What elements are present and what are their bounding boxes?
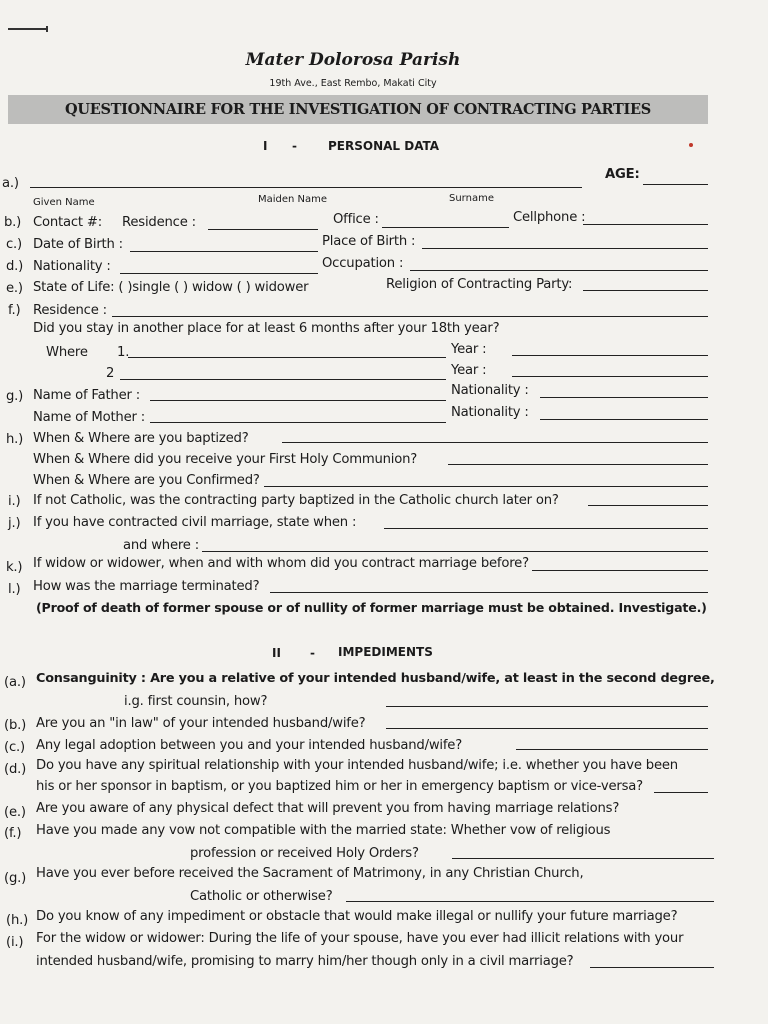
- residence-field[interactable]: [112, 316, 708, 317]
- imp-c-label: (c.): [4, 740, 25, 755]
- imp-f-label: (f.): [4, 826, 22, 841]
- confirmed-field[interactable]: [264, 486, 708, 487]
- item-j-label: j.): [8, 516, 21, 531]
- where-2-field[interactable]: [120, 379, 446, 380]
- father-nationality-field[interactable]: [540, 397, 708, 398]
- item-e-label: e.): [6, 281, 23, 296]
- confirmed-question: When & Where are you Confirmed?: [33, 473, 260, 488]
- section-1-dash: -: [292, 139, 297, 153]
- vow-subquestion: profession or received Holy Orders?: [190, 846, 419, 861]
- adoption-question: Any legal adoption between you and your intended husband/wife?: [36, 738, 463, 753]
- corner-mark: [8, 28, 48, 30]
- dob-field[interactable]: [130, 251, 318, 252]
- mother-nationality-label: Nationality :: [451, 405, 529, 420]
- consanguinity-subquestion: i.g. first counsin, how?: [124, 694, 268, 709]
- illicit-field[interactable]: [590, 967, 714, 968]
- communion-field[interactable]: [448, 464, 708, 465]
- cellphone-field[interactable]: [583, 224, 708, 225]
- religion-field[interactable]: [583, 290, 708, 291]
- residence-label: Residence :: [33, 303, 107, 318]
- spiritual-question: Do you have any spiritual relationship with your intended husband/wife; i.e. whether you have been: [36, 758, 678, 773]
- civil-marriage-question: If you have contracted civil marriage, state when :: [33, 515, 357, 530]
- state-of-life-options[interactable]: State of Life: ( )single ( ) widow ( ) widower: [33, 280, 309, 295]
- corner-mark-tick: [46, 26, 48, 32]
- item-b-label: b.): [4, 215, 22, 230]
- where-2-number: 2: [106, 366, 115, 381]
- red-mark: [689, 143, 693, 147]
- residence-phone-label: Residence :: [122, 215, 196, 230]
- item-a-label: a.): [2, 176, 19, 191]
- civil-marriage-when-field[interactable]: [384, 528, 708, 529]
- widow-field[interactable]: [532, 570, 708, 571]
- surname-caption: Surname: [449, 193, 494, 204]
- illicit-question: For the widow or widower: During the life of your spouse, have you ever had illicit relations with your: [36, 931, 684, 946]
- dob-label: Date of Birth :: [33, 237, 123, 252]
- father-nationality-label: Nationality :: [451, 383, 529, 398]
- spiritual-subquestion: his or her sponsor in baptism, or you baptized him or her in emergency baptism or vice-versa?: [36, 779, 643, 794]
- consanguinity-field[interactable]: [386, 706, 708, 707]
- imp-d-label: (d.): [4, 762, 27, 777]
- year-2-field[interactable]: [512, 376, 708, 377]
- pob-label: Place of Birth :: [322, 234, 416, 249]
- imp-a-label: (a.): [4, 675, 26, 690]
- mother-field[interactable]: [150, 422, 446, 423]
- spiritual-field[interactable]: [654, 792, 708, 793]
- section-1-number: I: [263, 139, 268, 153]
- office-field[interactable]: [382, 227, 509, 228]
- sacrament-subquestion: Catholic or otherwise?: [190, 889, 333, 904]
- not-catholic-question: If not Catholic, was the contracting party baptized in the Catholic church later on?: [33, 493, 559, 508]
- section-2-dash: -: [310, 646, 315, 660]
- religion-label: Religion of Contracting Party:: [386, 277, 573, 292]
- father-label: Name of Father :: [33, 388, 140, 403]
- mother-nationality-field[interactable]: [540, 419, 708, 420]
- item-h-label: h.): [6, 432, 24, 447]
- maiden-name-caption: Maiden Name: [258, 194, 328, 205]
- stay-question: Did you stay in another place for at least 6 months after your 18th year?: [33, 321, 500, 336]
- section-2-number: II: [272, 646, 281, 660]
- parish-name: Mater Dolorosa Parish: [245, 50, 461, 70]
- imp-g-label: (g.): [4, 871, 27, 886]
- imp-h-label: (h.): [6, 913, 29, 928]
- adoption-field[interactable]: [516, 749, 708, 750]
- item-f-label: f.): [8, 303, 21, 318]
- terminated-question: How was the marriage terminated?: [33, 579, 260, 594]
- imp-e-label: (e.): [4, 805, 26, 820]
- where-label: Where: [46, 345, 88, 360]
- where-1-number: 1.: [117, 345, 130, 360]
- terminated-field[interactable]: [270, 592, 708, 593]
- residence-phone-field[interactable]: [208, 229, 318, 230]
- given-name-caption: Given Name: [33, 197, 95, 208]
- age-label: AGE:: [605, 167, 640, 182]
- imp-i-label: (i.): [6, 935, 24, 950]
- widow-question: If widow or widower, when and with whom did you contract marriage before?: [33, 556, 529, 571]
- item-i-label: i.): [8, 494, 21, 509]
- and-where-label: and where :: [123, 538, 199, 553]
- occupation-field[interactable]: [410, 270, 708, 271]
- item-g-label: g.): [6, 389, 24, 404]
- mother-label: Name of Mother :: [33, 410, 145, 425]
- section-2-heading: IMPEDIMENTS: [338, 645, 433, 659]
- office-label: Office :: [333, 212, 379, 227]
- occupation-label: Occupation :: [322, 256, 404, 271]
- sacrament-question: Have you ever before received the Sacrament of Matrimony, in any Christian Church,: [36, 866, 584, 881]
- communion-question: When & Where did you receive your First Holy Communion?: [33, 452, 418, 467]
- item-l-label: l.): [8, 582, 21, 597]
- civil-marriage-where-field[interactable]: [202, 551, 708, 552]
- contact-label: Contact #:: [33, 215, 102, 230]
- imp-b-label: (b.): [4, 718, 27, 733]
- age-field[interactable]: [643, 184, 708, 185]
- consanguinity-question: Consanguinity : Are you a relative of your intended husband/wife, at least in the second degree,: [36, 671, 715, 686]
- vow-question: Have you made any vow not compatible with the married state: Whether vow of religious: [36, 823, 611, 838]
- in-law-question: Are you an "in law" of your intended husband/wife?: [36, 716, 366, 731]
- item-c-label: c.): [6, 237, 22, 252]
- year-1-field[interactable]: [512, 355, 708, 356]
- not-catholic-field[interactable]: [588, 505, 708, 506]
- section-1-heading: PERSONAL DATA: [328, 139, 440, 153]
- father-field[interactable]: [150, 400, 446, 401]
- parish-address: 19th Ave., East Rembo, Makati City: [269, 78, 437, 89]
- item-d-label: d.): [6, 259, 24, 274]
- year-1-label: Year :: [451, 342, 487, 357]
- physical-defect-question: Are you aware of any physical defect that will prevent you from having marriage relations?: [36, 801, 620, 816]
- baptized-question: When & Where are you baptized?: [33, 431, 249, 446]
- in-law-field[interactable]: [386, 728, 708, 729]
- name-field[interactable]: [30, 187, 582, 188]
- proof-note: (Proof of death of former spouse or of nullity of former marriage must be obtained. Investigate.): [36, 600, 707, 615]
- pob-field[interactable]: [422, 248, 708, 249]
- year-2-label: Year :: [451, 363, 487, 378]
- sacrament-field[interactable]: [346, 901, 714, 902]
- cellphone-label: Cellphone :: [513, 210, 586, 225]
- where-1-field[interactable]: [128, 357, 446, 358]
- form-title: QUESTIONNAIRE FOR THE INVESTIGATION OF CONTRACTING PARTIES: [65, 101, 651, 118]
- obstacle-question: Do you know of any impediment or obstacle that would make illegal or nullify your future marriage?: [36, 909, 678, 924]
- item-k-label: k.): [6, 560, 23, 575]
- nationality-field[interactable]: [120, 273, 318, 274]
- vow-field[interactable]: [452, 858, 714, 859]
- nationality-label: Nationality :: [33, 259, 111, 274]
- baptized-field[interactable]: [282, 442, 708, 443]
- illicit-subquestion: intended husband/wife, promising to marry him/her though only in a civil marriage?: [36, 954, 574, 969]
